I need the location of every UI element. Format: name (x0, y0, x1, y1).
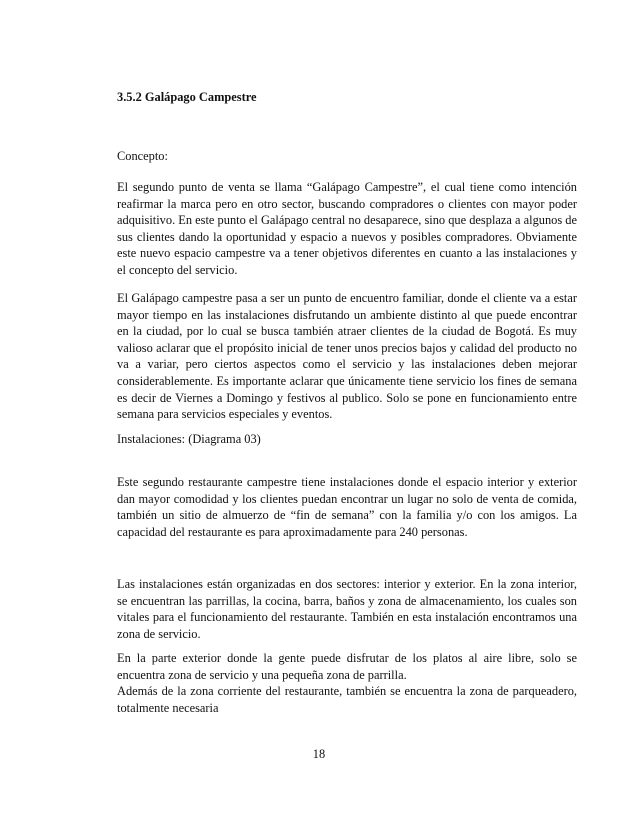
section-heading: 3.5.2 Galápago Campestre (117, 90, 257, 104)
paragraph-installations-2: Las instalaciones están organizadas en dos sectores: interior y exterior. En la zona interior, se encuentran las parrillas, la cocina, barra, baños y zona de almacenamiento, los cuales son vitales para el funcionamiento del restaurante. También en esta instalación encontramos una zona de servicio. (117, 577, 577, 641)
concepto-label: Concepto: (117, 149, 168, 163)
paragraph-concept-1: El segundo punto de venta se llama “Galápago Campestre”, el cual tiene como intención reafirmar la marca pero en otro sector, buscando compradores o clientes con mayor poder adquisitivo. En este punto el Galápago central no desaparece, sino que desplaza a algunos de sus clientes dando la oportunidad y espacio a nuevos y posibles compradores. Obviamente este nuevo espacio campestre va a tener objetivos diferentes en cuanto a las instalaciones y el concepto del servicio. (117, 180, 577, 277)
page-number: 18 (312, 747, 326, 761)
instalaciones-label: Instalaciones: (Diagrama 03) (117, 432, 261, 446)
paragraph-concept-2: El Galápago campestre pasa a ser un punto de encuentro familiar, donde el cliente va a estar mayor tiempo en las instalaciones disfrutando un ambiente distinto al que puede encontrar en la ciudad, por lo cual se busca también atraer clientes de la ciudad de Bogotá. Es muy valioso aclarar que el propósito inicial de tener unos precios bajos y calidad del producto no va a variar, pero ciertos aspectos como el servicio y las instalaciones deben mejorar considerablemente. Es importante aclarar que únicamente tiene servicio los fines de semana es decir de Viernes a Domingo y festivos al publico. Solo se pone en funcionamiento entre semana para servicios especiales y eventos. (117, 291, 577, 422)
paragraph-exterior: En la parte exterior donde la gente puede disfrutar de los platos al aire libre, solo se encuentra zona de servicio y una pequeña zona de parrilla. (117, 651, 577, 682)
paragraph-parking: Además de la zona corriente del restaurante, también se encuentra la zona de parqueadero, totalmente necesaria (117, 684, 577, 715)
paragraph-installations-1: Este segundo restaurante campestre tiene instalaciones donde el espacio interior y exterior dan mayor comodidad y los clientes puedan encontrar un lugar no solo de venta de comida, también un sitio de almuerzo de “fin de semana” con la familia y/o con los amigos. La capacidad del restaurante es para aproximadamente para 240 personas. (117, 475, 577, 539)
